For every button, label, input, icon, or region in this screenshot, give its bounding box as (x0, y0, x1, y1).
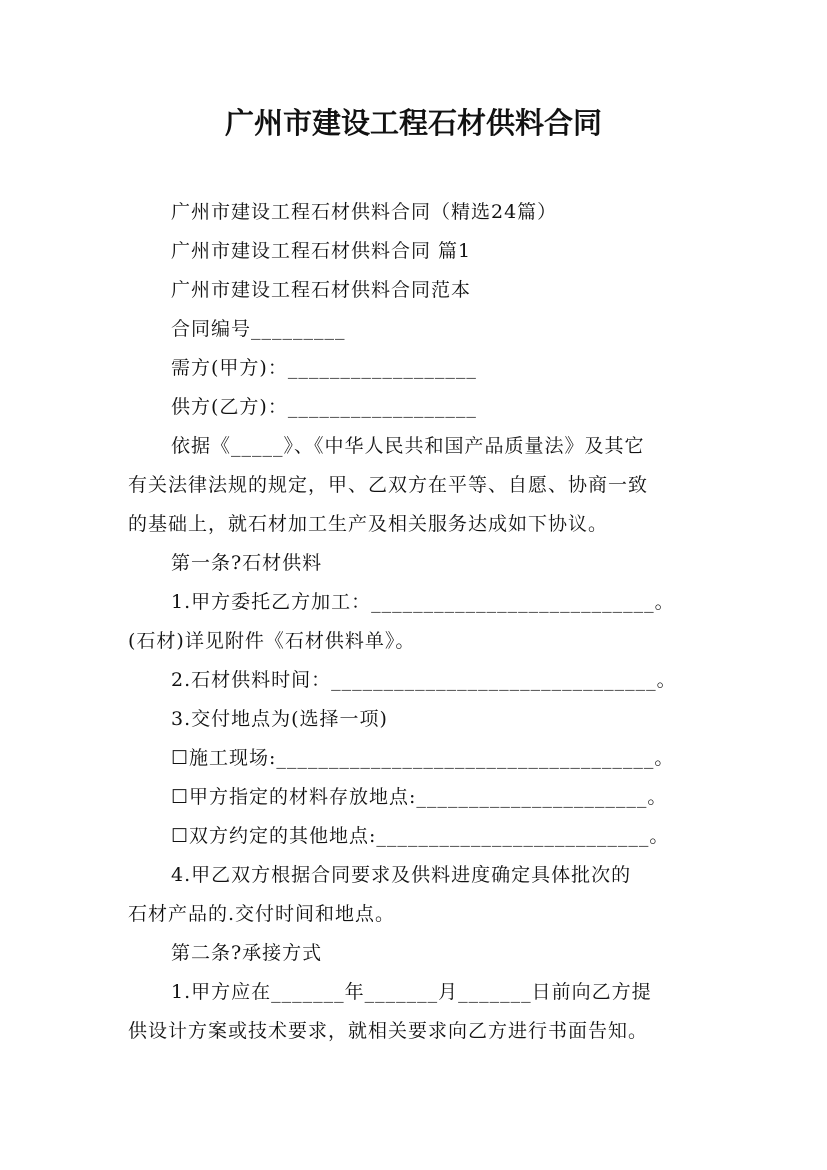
document-body (128, 193, 708, 1051)
clause-line: (石材)详见附件《石材供料单》。 (128, 630, 416, 652)
clause-line: 石材产品的.交付时间和地点。 (128, 903, 396, 925)
paragraph-line: 依据《_____》、《中华人民共和国产品质量法》及其它 (171, 435, 645, 457)
clause-line: 3.交付地点为(选择一项) (171, 708, 388, 730)
section-heading: 第二条?承接方式 (171, 942, 323, 964)
checkbox-option-line: ☐双方约定的其他地点:__________________________。 (171, 825, 670, 847)
clause-line: 1.甲方应在_______年_______月_______日前向乙方提 (171, 981, 652, 1003)
section-heading: 第一条?石材供料 (171, 552, 323, 574)
paragraph-line: 有关法律法规的规定，甲、乙双方在平等、自愿、协商一致 (128, 474, 649, 496)
clause-line: 供设计方案或技术要求，就相关要求向乙方进行书面告知。 (128, 1020, 649, 1042)
contract-number-line: 合同编号_________ (171, 318, 346, 340)
clause-line: 4.甲乙双方根据合同要求及供料进度确定具体批次的 (171, 864, 632, 886)
supplier-line: 供方(乙方)：__________________ (171, 396, 477, 418)
buyer-line: 需方(甲方)：__________________ (171, 357, 477, 379)
clause-line: 1.甲方委托乙方加工：___________________________。 (171, 591, 675, 613)
checkbox-option-line: ☐施工现场:____________________________________。 (171, 747, 675, 769)
paragraph-line: 的基础上，就石材加工生产及相关服务达成如下协议。 (128, 513, 609, 535)
paragraph-line: 广州市建设工程石材供料合同（精选24篇） (171, 201, 558, 223)
document-title: 广州市建设工程石材供料合同 (224, 106, 602, 140)
checkbox-option-line: ☐甲方指定的材料存放地点:______________________。 (171, 786, 668, 808)
paragraph-line: 广州市建设工程石材供料合同范本 (171, 279, 472, 301)
paragraph-line: 广州市建设工程石材供料合同 篇1 (171, 240, 472, 262)
clause-line: 2.石材供料时间：_______________________________。 (171, 669, 677, 691)
